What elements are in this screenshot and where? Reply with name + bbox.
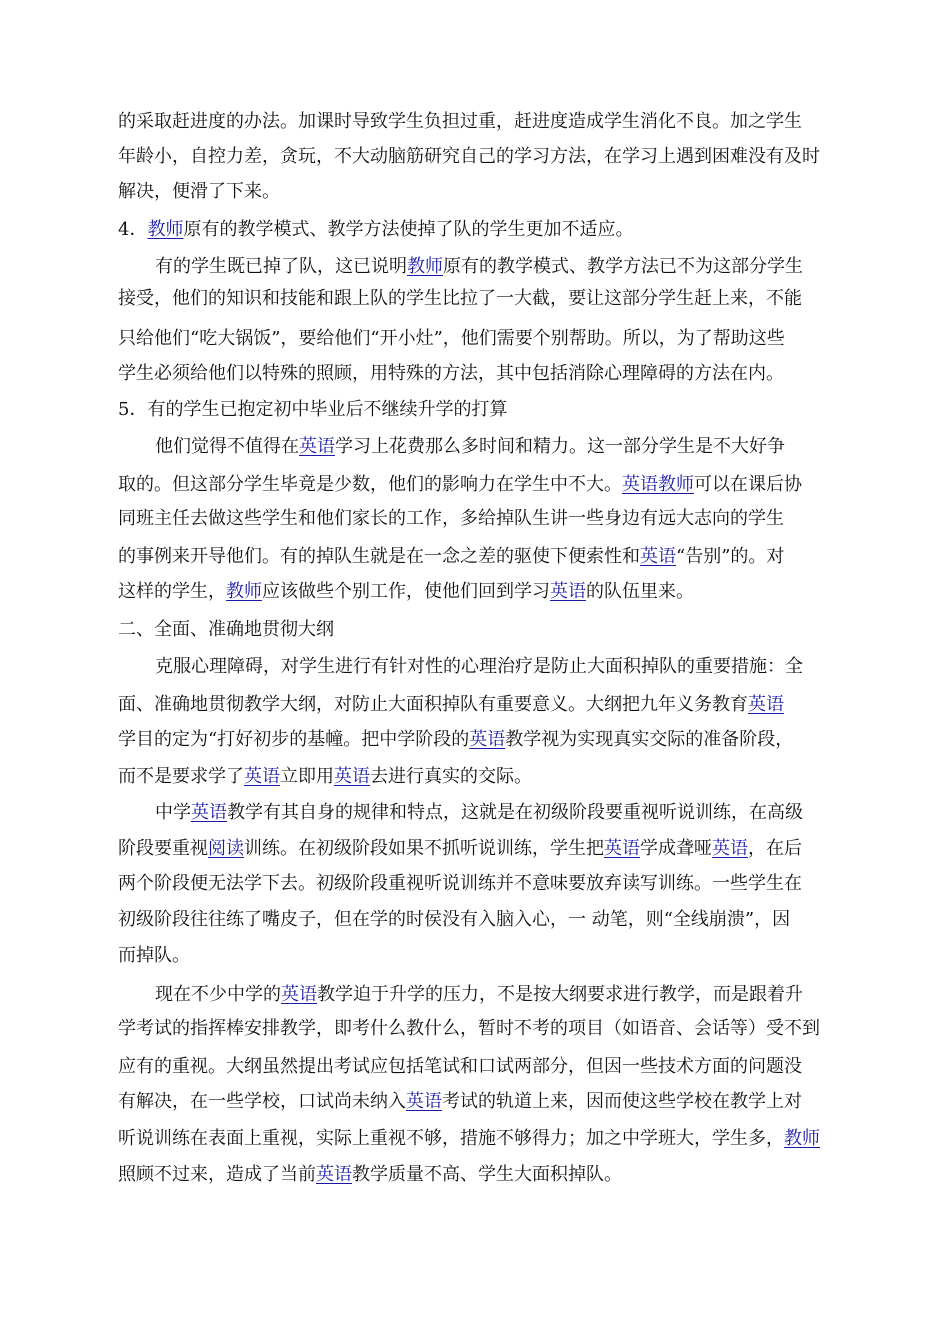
keyword-link[interactable]: 英语 [712,838,748,859]
text-segment: 原有的教学模式、教学方法使掉了队的学生更加不适应。 [183,219,634,240]
text-line [118,180,838,204]
text-segment: 去进行真实的交际。 [370,766,532,787]
text-segment: 现在不少中学的 [155,984,281,1005]
text-segment: 立即用 [280,766,334,787]
text-segment: 有的学生既已掉了队，这已说明 [155,256,407,277]
text-line [118,1017,838,1041]
text-line [118,545,838,569]
text-segment: 教学视为实现真实交际的准备阶段， [505,729,794,750]
text-segment: 应该做些个别工作，使他们回到学习 [262,581,550,602]
text-segment: 教学质量不高、学生大面积掉队。 [352,1164,622,1185]
text-segment: 中学 [155,802,191,823]
text-line [118,693,838,717]
keyword-link[interactable]: 英语 [550,581,586,602]
text-line [118,218,838,242]
text-line [155,801,838,825]
text-segment: 学成聋哑 [640,838,712,859]
text-segment: 两个阶段便无法学下去。初级阶段重视听说训练并不意味要放弃读写训练。一些学生在 [118,873,802,894]
keyword-link[interactable]: 英语 [604,838,640,859]
text-segment: 解决，便滑了下来。 [118,181,280,202]
text-segment: 教学迫于升学的压力，不是按大纲要求进行教学，而是跟着升 [317,984,803,1005]
text-segment: 学生必须给他们以特殊的照顾，用特殊的方法，其中包括消除心理障碍的方法在内。 [118,363,784,384]
keyword-link[interactable]: 英语 [316,1164,352,1185]
text-line [118,287,838,311]
text-segment: 考试的轨道上来，因而使这些学校在教学上对 [442,1091,802,1112]
text-line [155,435,838,459]
text-segment: 而不是要求学了 [118,766,244,787]
text-line [118,327,838,351]
text-line [118,908,838,932]
keyword-link[interactable]: 教师 [226,581,262,602]
text-line [118,362,838,386]
keyword-link[interactable]: 英语 [748,694,784,715]
text-line [118,580,838,604]
keyword-link[interactable]: 英语 [191,802,227,823]
text-line [118,1090,838,1114]
text-segment: 的事例来开导他们。有的掉队生就是在一念之差的驱使下便索性和 [118,546,640,567]
text-segment: 面、准确地贯彻教学大纲，对防止大面积掉队有重要意义。大纲把九年义务教育 [118,694,748,715]
keyword-link[interactable]: 英语 [406,1091,442,1112]
text-segment: 阶段要重视 [118,838,208,859]
text-line [118,728,838,752]
text-segment: 而掉队。 [118,945,190,966]
text-segment: 的采取赶进度的办法。加课时导致学生负担过重，赶进度造成学生消化不良。加之学生 [118,111,802,132]
text-segment: 他们觉得不值得在 [155,436,299,457]
text-line [118,145,838,169]
text-segment: 原有的教学模式、教学方法已不为这部分学生 [443,256,803,277]
text-segment: 5．有的学生已抱定初中毕业后不继续升学的打算 [118,399,508,420]
text-segment: 学习上花费那么多时间和精力。这一部分学生是不大好争 [335,436,785,457]
text-line [118,1163,838,1187]
text-segment: “告别”的。对 [676,546,785,567]
text-line [118,398,838,422]
text-line [155,655,838,679]
text-segment: 应有的重视。大纲虽然提出考试应包括笔试和口试两部分，但因一些技术方面的问题没 [118,1056,802,1077]
keyword-link[interactable]: 英语 [334,766,370,787]
text-segment: 这样的学生， [118,581,226,602]
text-line [118,872,838,896]
text-line [118,837,838,861]
text-segment: 只给他们“吃大锅饭”，要给他们“开小灶”，他们需要个别帮助。所以，为了帮助这些 [118,328,785,349]
text-line [118,1127,838,1151]
text-line [118,1055,838,1079]
keyword-link[interactable]: 英语 [244,766,280,787]
text-line [118,618,838,642]
text-segment: 听说训练在表面上重视，实际上重视不够，措施不够得力；加之中学班大，学生多， [118,1128,784,1149]
text-segment: 有解决，在一些学校，口试尚未纳入 [118,1091,406,1112]
text-segment: 教学有其自身的规律和特点，这就是在初级阶段要重视听说训练，在高级 [227,802,803,823]
text-segment: 学考试的指挥棒安排教学，即考什么教什么，暂时不考的项目（如语音、会话等）受不到 [118,1018,820,1039]
keyword-link[interactable]: 英语 [640,546,676,567]
text-segment: 学目的定为“打好初步的基幢。把中学阶段的 [118,729,470,750]
text-segment: 年龄小，自控力差，贪玩，不大动脑筋研究自己的学习方法，在学习上遇到困难没有及时 [118,146,820,167]
keyword-link[interactable]: 英语 [299,436,335,457]
text-segment: 接受，他们的知识和技能和跟上队的学生比拉了一大截，要让这部分学生赶上来，不能 [118,288,802,309]
text-line [118,765,838,789]
text-segment: 照顾不过来，造成了当前 [118,1164,316,1185]
text-line [155,255,838,279]
text-segment: 训练。在初级阶段如果不抓听说训练，学生把 [244,838,604,859]
text-line [118,944,838,968]
text-segment: 的队伍里来。 [586,581,694,602]
keyword-link[interactable]: 教师 [407,256,443,277]
keyword-link[interactable]: 阅读 [208,838,244,859]
text-segment: 可以在课后协 [694,474,802,495]
text-line [118,473,838,497]
text-segment: 克服心理障碍，对学生进行有针对性的心理治疗是防止大面积掉队的重要措施：全 [155,656,803,677]
text-segment: 4． [118,219,148,240]
text-segment: 二、全面、准确地贯彻大纲 [118,619,334,640]
text-segment: 取的。但这部分学生毕竟是少数，他们的影响力在学生中不大。 [118,474,622,495]
text-segment: 初级阶段往往练了嘴皮子，但在学的时侯没有入脑入心，一 动笔，则“全线崩溃”，因 [118,909,791,930]
text-line [118,507,838,531]
text-line [118,110,838,134]
text-line [155,983,838,1007]
text-segment: 同班主任去做这些学生和他们家长的工作，多给掉队生讲一些身边有远大志向的学生 [118,508,784,529]
keyword-link[interactable]: 英语 [469,729,506,750]
keyword-link[interactable]: 英语 [281,984,317,1005]
keyword-link[interactable]: 英语教师 [622,474,694,495]
keyword-link[interactable]: 教师 [784,1128,820,1149]
text-segment: ，在后 [748,838,802,859]
keyword-link[interactable]: 教师 [147,219,184,240]
